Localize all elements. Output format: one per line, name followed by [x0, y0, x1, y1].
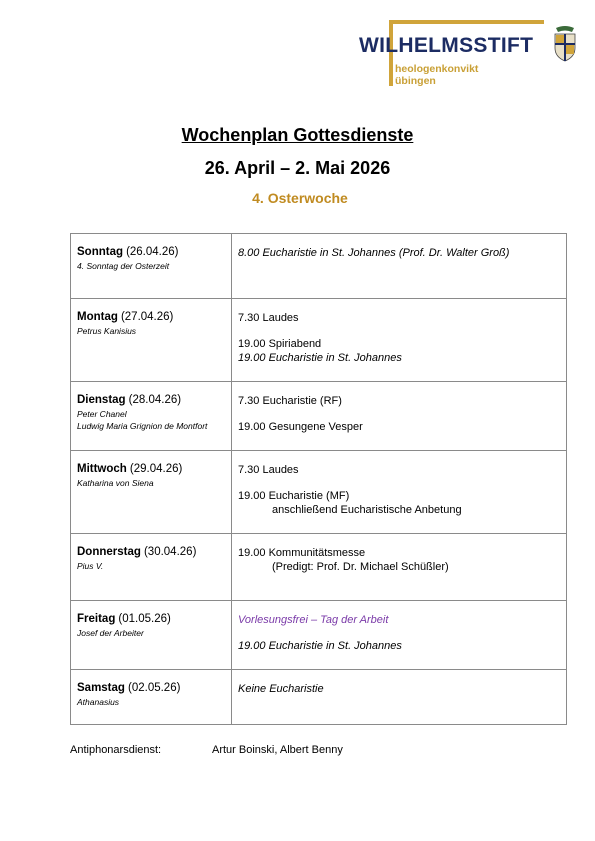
- day-row: [71, 451, 567, 534]
- service-line: 8.00 Eucharistie in St. Johannes (Prof. Dr. Walter Groß): [238, 247, 510, 259]
- day-row: [71, 534, 567, 601]
- service-line: 19.00 Eucharistie (MF): [238, 490, 350, 502]
- day-date: (26.04.26): [126, 246, 179, 258]
- day-date: (28.04.26): [128, 394, 182, 406]
- day-heading: [77, 394, 225, 406]
- day-heading: [77, 463, 225, 475]
- events-cell: [232, 382, 567, 451]
- events-cell: [232, 670, 567, 725]
- saint-of-day: Athanasius: [77, 697, 120, 707]
- day-cell: [71, 382, 232, 451]
- events-cell: [232, 451, 567, 534]
- day-date: (29.04.26): [129, 463, 183, 475]
- footer-label: Antiphonarsdienst:: [70, 744, 162, 756]
- service-note: anschließend Eucharistische Anbetung: [272, 504, 462, 516]
- service-entry: [238, 420, 560, 434]
- day-date: (27.04.26): [120, 311, 174, 323]
- day-cell: [71, 299, 232, 382]
- day-row: [71, 234, 567, 299]
- day-name: Dienstag: [77, 394, 126, 406]
- logo-subtitle-2: übingen: [395, 75, 436, 87]
- day-row: [71, 299, 567, 382]
- day-heading: [77, 246, 225, 258]
- bishop-crest-icon: [552, 26, 578, 62]
- saint-of-day: Peter Chanel: [77, 409, 127, 419]
- service-entry: [238, 463, 560, 477]
- service-entry: [238, 489, 560, 517]
- logo-subtitle-1: heologenkonvikt: [395, 63, 479, 75]
- service-line: 19.00 Eucharistie in St. Johannes: [238, 640, 402, 652]
- service-line: 19.00 Spiriabend: [238, 338, 322, 350]
- service-line: 7.30 Laudes: [238, 464, 299, 476]
- logo-bar-horizontal: [389, 20, 544, 24]
- day-date: (02.05.26): [128, 682, 181, 694]
- day-name: Mittwoch: [77, 463, 127, 475]
- service-line: 7.30 Laudes: [238, 312, 299, 324]
- logo-name: WILHELMSSTIFT: [359, 34, 534, 57]
- service-entry: [238, 246, 560, 260]
- events-cell: [232, 234, 567, 299]
- service-line: Keine Eucharistie: [238, 683, 324, 695]
- day-row: [71, 382, 567, 451]
- day-name: Montag: [77, 311, 118, 323]
- service-entry: [238, 639, 560, 653]
- day-name: Donnerstag: [77, 546, 141, 558]
- service-line: 19.00 Kommunitätsmesse: [238, 547, 366, 559]
- day-row: [71, 670, 567, 725]
- day-date: (01.05.26): [118, 613, 171, 625]
- day-cell: [71, 601, 232, 670]
- schedule-table: [70, 233, 567, 725]
- day-cell: [71, 451, 232, 534]
- day-row: [71, 601, 567, 670]
- events-cell: [232, 299, 567, 382]
- wilhelmsstift-logo: [352, 18, 582, 92]
- service-entry: [238, 351, 560, 365]
- service-line: Vorlesungsfrei – Tag der Arbeit: [238, 614, 389, 626]
- day-name: Freitag: [77, 613, 116, 625]
- day-name: Samstag: [77, 682, 125, 694]
- service-note: (Predigt: Prof. Dr. Michael Schüßler): [272, 561, 449, 573]
- page-title: Wochenplan Gottesdienste: [181, 125, 414, 145]
- day-cell: [71, 234, 232, 299]
- day-cell: [71, 670, 232, 725]
- schedule-body: [71, 234, 567, 725]
- day-heading: [77, 613, 225, 625]
- saint-of-day: Petrus Kanisius: [77, 326, 137, 336]
- week-label: 4. Osterwoche: [252, 190, 348, 206]
- events-cell: [232, 534, 567, 601]
- events-cell: [232, 601, 567, 670]
- day-date: (30.04.26): [143, 546, 197, 558]
- day-heading: [77, 682, 225, 694]
- service-line: 19.00 Gesungene Vesper: [238, 421, 363, 433]
- day-name: Sonntag: [77, 246, 123, 258]
- saint-of-day: Pius V.: [77, 561, 104, 571]
- service-entry: [238, 682, 560, 696]
- saint-of-day: Ludwig Maria Grignion de Montfort: [77, 421, 208, 431]
- saint-of-day: Katharina von Siena: [77, 478, 154, 488]
- service-line: 7.30 Eucharistie (RF): [238, 395, 342, 407]
- saint-of-day: 4. Sonntag der Osterzeit: [77, 261, 170, 271]
- service-entry: [238, 546, 560, 574]
- date-range: 26. April – 2. Mai 2026: [204, 158, 391, 178]
- service-entry: [238, 613, 560, 627]
- footer-value: Artur Boinski, Albert Benny: [212, 744, 343, 756]
- day-cell: [71, 534, 232, 601]
- service-entry: [238, 311, 560, 325]
- day-heading: [77, 546, 225, 558]
- saint-of-day: Josef der Arbeiter: [77, 628, 144, 638]
- day-heading: [77, 311, 225, 323]
- service-line: 19.00 Eucharistie in St. Johannes: [238, 352, 402, 364]
- service-entry: [238, 337, 560, 351]
- service-entry: [238, 394, 560, 408]
